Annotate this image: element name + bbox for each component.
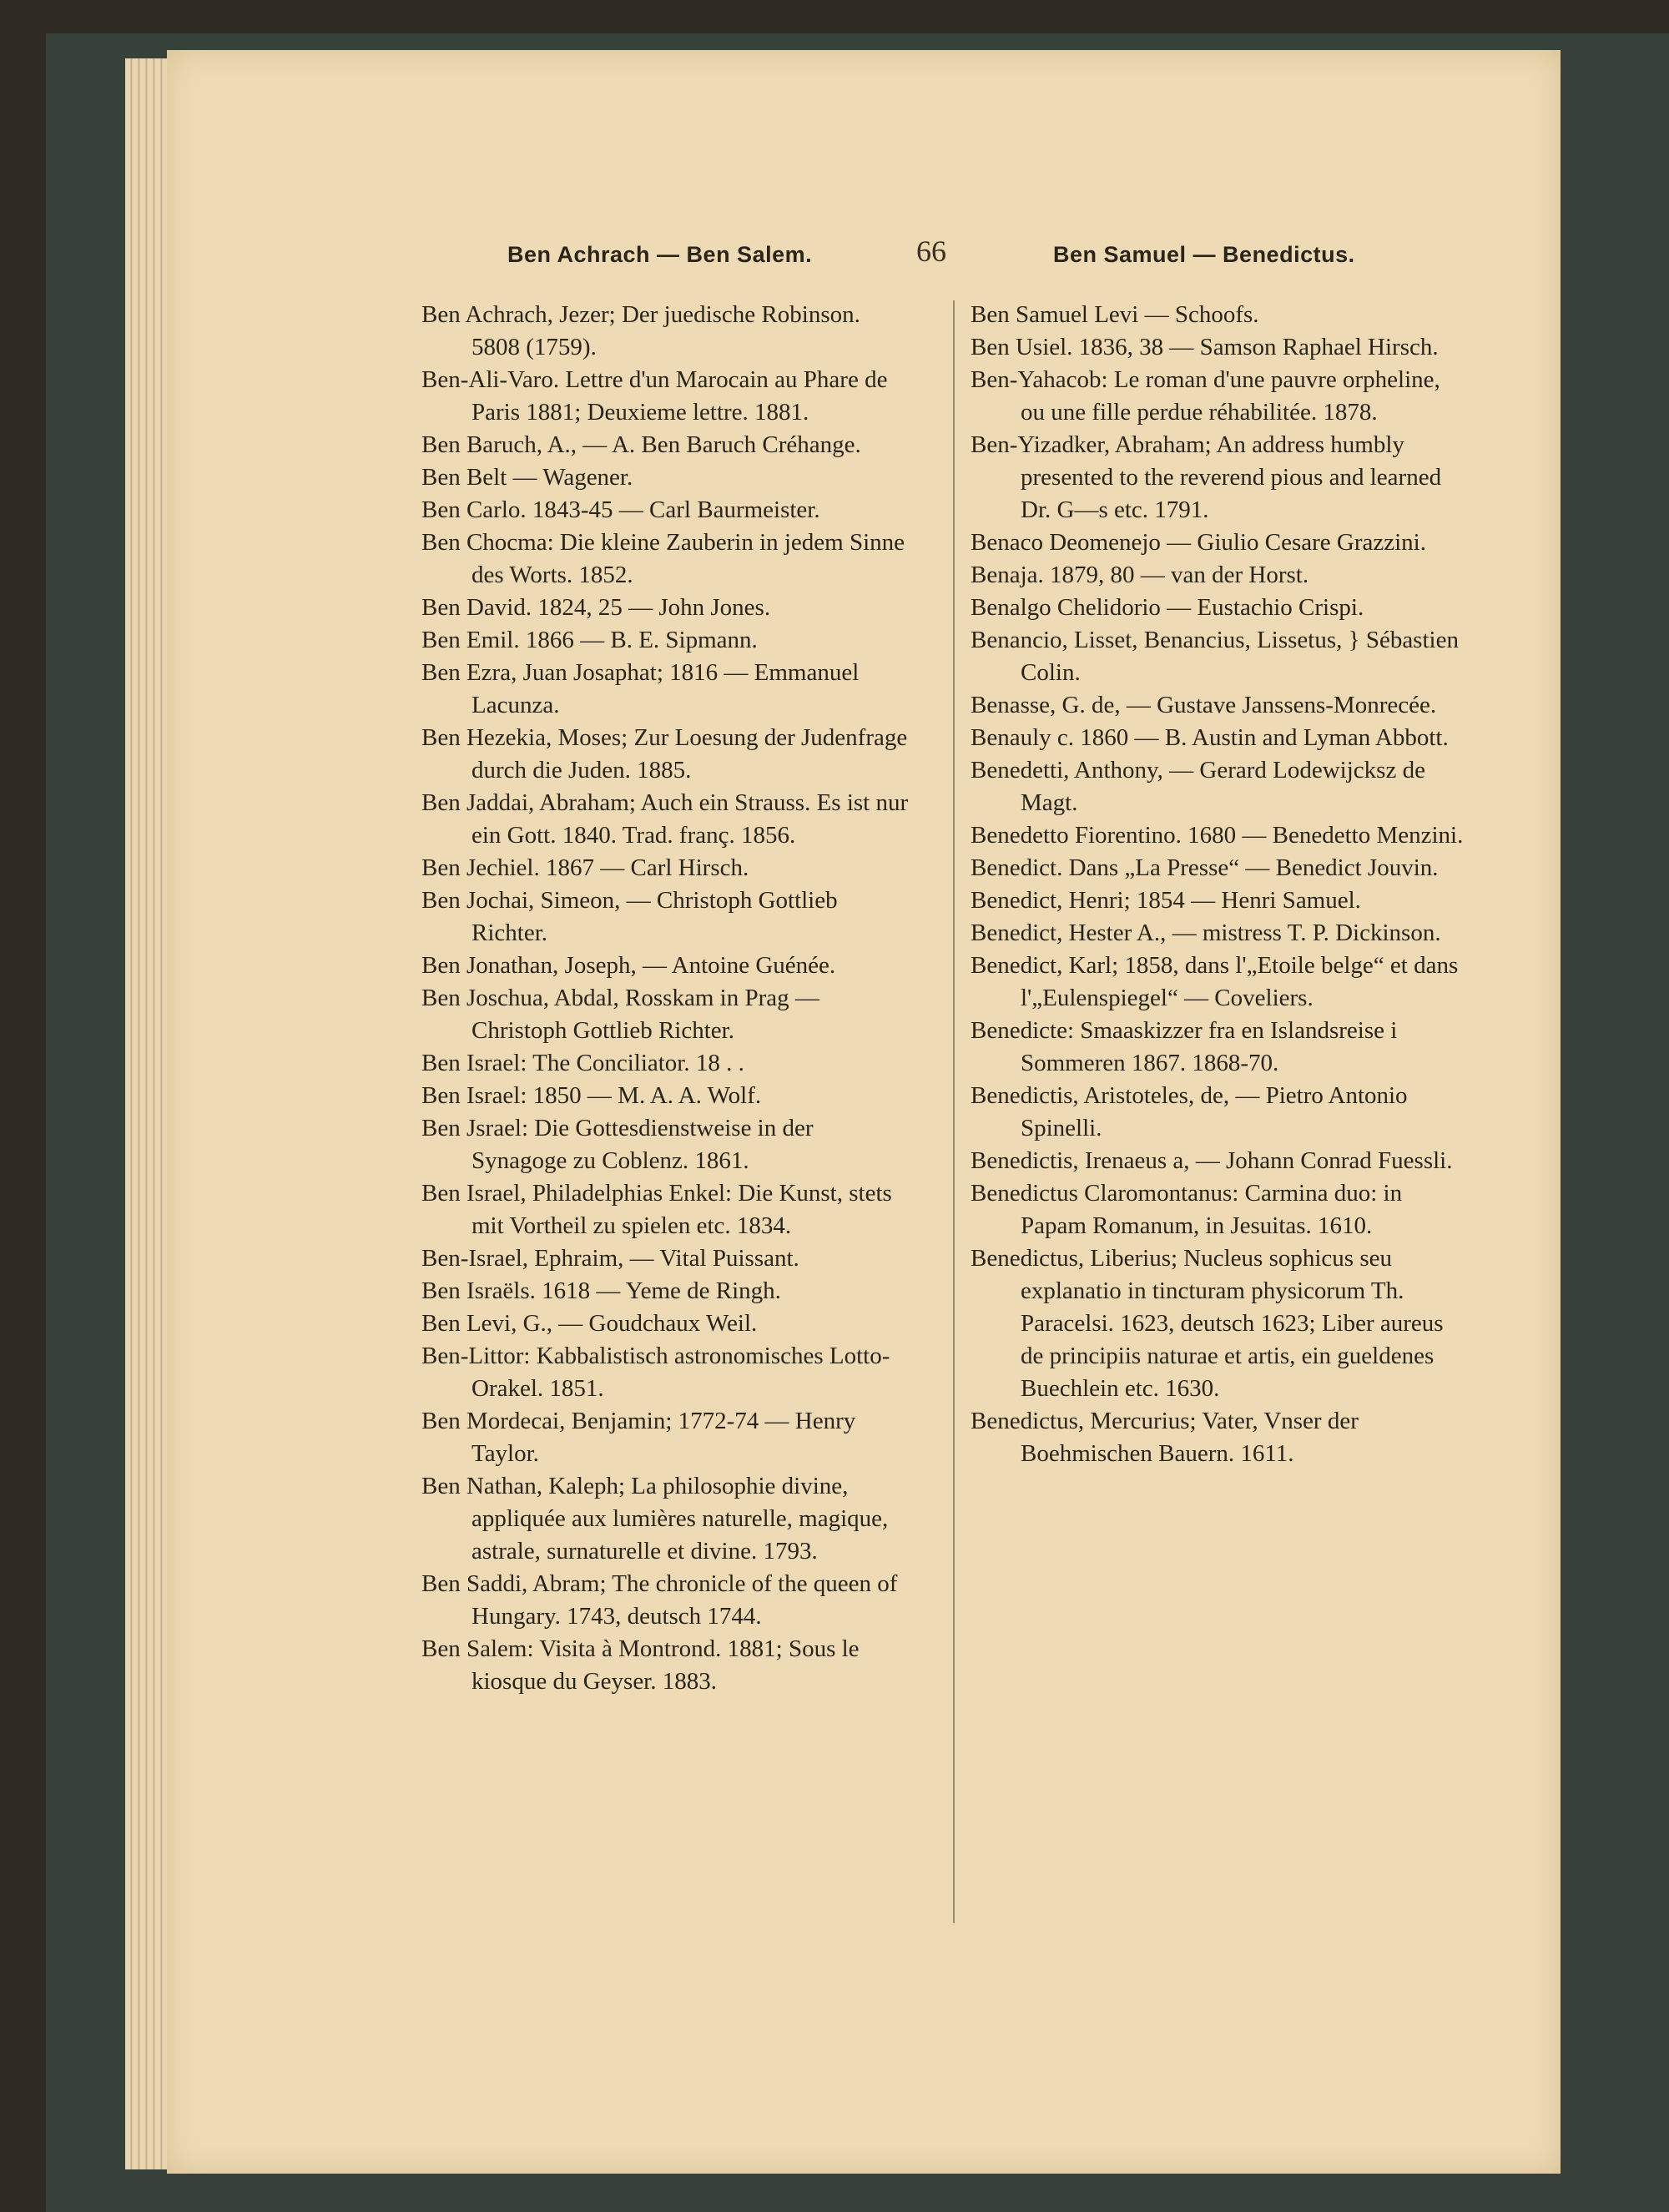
index-entry: Benauly c. 1860 — B. Austin and Lyman Abbott. [971, 724, 1449, 751]
index-entry: Ben Jaddai, Abraham; Auch ein Strauss. Es ist nur ein Gott. 1840. Trad. franç. 1856. [421, 789, 909, 849]
index-entry: Ben Israëls. 1618 — Yeme de Ringh. [421, 1277, 781, 1304]
index-entry: Ben Levi, G., — Goudchaux Weil. [421, 1310, 758, 1337]
index-entry: Ben Israel, Philadelphias Enkel: Die Kunst, stets mit Vortheil zu spielen etc. 1834. [421, 1180, 892, 1239]
index-entry: Ben-Yahacob: Le roman d'une pauvre orpheline, ou une fille perdue réhabilitée. 1878. [971, 366, 1440, 426]
index-entry: Benedictus, Liberius; Nucleus sophicus seu explanatio in tincturam physicorum Th. Paracelsi. 1623, deutsch 1623; Liber aureus de principiis naturae et artis, ein gueldenes Buechlein etc. 1630. [971, 1245, 1444, 1402]
index-entry: Benedict, Hester A., — mistress T. P. Dickinson. [971, 920, 1441, 946]
index-entry: Benedictis, Irenaeus a, — Johann Conrad Fuessli. [971, 1147, 1453, 1174]
running-head-right: Ben Samuel — Benedictus. [1053, 242, 1355, 267]
index-entry: Benancio, Lisset, Benancius, Lissetus, } Sébastien Colin. [971, 627, 1459, 686]
index-entry: Ben Jonathan, Joseph, — Antoine Guénée. [421, 952, 836, 979]
index-entry: Ben Usiel. 1836, 38 — Samson Raphael Hirsch. [971, 334, 1439, 360]
index-entry: Ben Achrach, Jezer; Der juedische Robinson. 5808 (1759). [421, 301, 860, 360]
index-entry: Ben-Israel, Ephraim, — Vital Puissant. [421, 1245, 799, 1272]
index-entry: Benalgo Chelidorio — Eustachio Crispi. [971, 594, 1364, 621]
index-entry: Benaja. 1879, 80 — van der Horst. [971, 562, 1309, 588]
page-number: 66 [916, 234, 946, 268]
index-entry: Benedict, Henri; 1854 — Henri Samuel. [971, 887, 1361, 914]
index-entry: Ben Nathan, Kaleph; La philosophie divine, appliquée aux lumières naturelle, magique, astrale, surnaturelle et divine. 1793. [421, 1473, 889, 1565]
index-entry: Ben-Littor: Kabbalistisch astronomisches Lotto-Orakel. 1851. [421, 1343, 890, 1402]
left-column [421, 299, 914, 1698]
index-entry: Benaco Deomenejo — Giulio Cesare Grazzini. [971, 529, 1426, 556]
index-entry: Ben Belt — Wagener. [421, 464, 633, 491]
index-entry: Ben Chocma: Die kleine Zauberin in jedem Sinne des Worts. 1852. [421, 529, 905, 588]
index-entry: Benedictis, Aristoteles, de, — Pietro Antonio Spinelli. [971, 1082, 1408, 1141]
index-entry: Ben Israel: 1850 — M. A. A. Wolf. [421, 1082, 762, 1109]
index-entry: Ben Carlo. 1843-45 — Carl Baurmeister. [421, 496, 820, 523]
index-entry: Ben Israel: The Conciliator. 18 . . [421, 1050, 744, 1076]
index-entry: Ben Hezekia, Moses; Zur Loesung der Judenfrage durch die Juden. 1885. [421, 724, 908, 784]
index-entry: Ben Salem: Visita à Montrond. 1881; Sous le kiosque du Geyser. 1883. [421, 1635, 860, 1695]
index-entry: Ben-Yizadker, Abraham; An address humbly presented to the reverend pious and learned Dr. G—s etc. 1791. [971, 431, 1442, 523]
index-entry: Ben-Ali-Varo. Lettre d'un Marocain au Phare de Paris 1881; Deuxieme lettre. 1881. [421, 366, 888, 426]
index-entry: Benedict, Karl; 1858, dans l'„Etoile belge“ et dans l'„Eulenspiegel“ — Coveliers. [971, 952, 1459, 1011]
index-entry: Ben Jechiel. 1867 — Carl Hirsch. [421, 854, 749, 881]
index-entry: Benedetti, Anthony, — Gerard Lodewijcksz de Magt. [971, 757, 1425, 816]
index-entry: Ben Jochai, Simeon, — Christoph Gottlieb Richter. [421, 887, 838, 946]
right-column [971, 299, 1467, 1470]
index-entry: Ben Baruch, A., — A. Ben Baruch Créhange. [421, 431, 861, 458]
index-entry: Ben Ezra, Juan Josaphat; 1816 — Emmanuel Lacunza. [421, 659, 860, 718]
running-head-left: Ben Achrach — Ben Salem. [507, 242, 813, 267]
index-entry: Ben Emil. 1866 — B. E. Sipmann. [421, 627, 758, 653]
index-entry: Ben Saddi, Abram; The chronicle of the queen of Hungary. 1743, deutsch 1744. [421, 1570, 898, 1630]
index-entry: Ben David. 1824, 25 — John Jones. [421, 594, 771, 621]
index-entry: Benasse, G. de, — Gustave Janssens-Monrecée. [971, 692, 1437, 718]
index-entry: Benedicte: Smaaskizzer fra en Islandsreise i Sommeren 1867. 1868-70. [971, 1017, 1398, 1076]
index-entry: Benedictus Claromontanus: Carmina duo: in Papam Romanum, in Jesuitas. 1610. [971, 1180, 1403, 1239]
index-entry: Ben Samuel Levi — Schoofs. [971, 301, 1259, 328]
index-entry: Ben Jsrael: Die Gottesdienstweise in der Synagoge zu Coblenz. 1861. [421, 1115, 814, 1174]
index-entry: Benedict. Dans „La Presse“ — Benedict Jouvin. [971, 854, 1439, 881]
index-entry: Ben Joschua, Abdal, Rosskam in Prag — Christoph Gottlieb Richter. [421, 985, 819, 1044]
column-divider [953, 300, 955, 1923]
index-entry: Ben Mordecai, Benjamin; 1772-74 — Henry Taylor. [421, 1408, 856, 1467]
index-entry: Benedetto Fiorentino. 1680 — Benedetto Menzini. [971, 822, 1464, 849]
index-entry: Benedictus, Mercurius; Vater, Vnser der Boehmischen Bauern. 1611. [971, 1408, 1359, 1467]
